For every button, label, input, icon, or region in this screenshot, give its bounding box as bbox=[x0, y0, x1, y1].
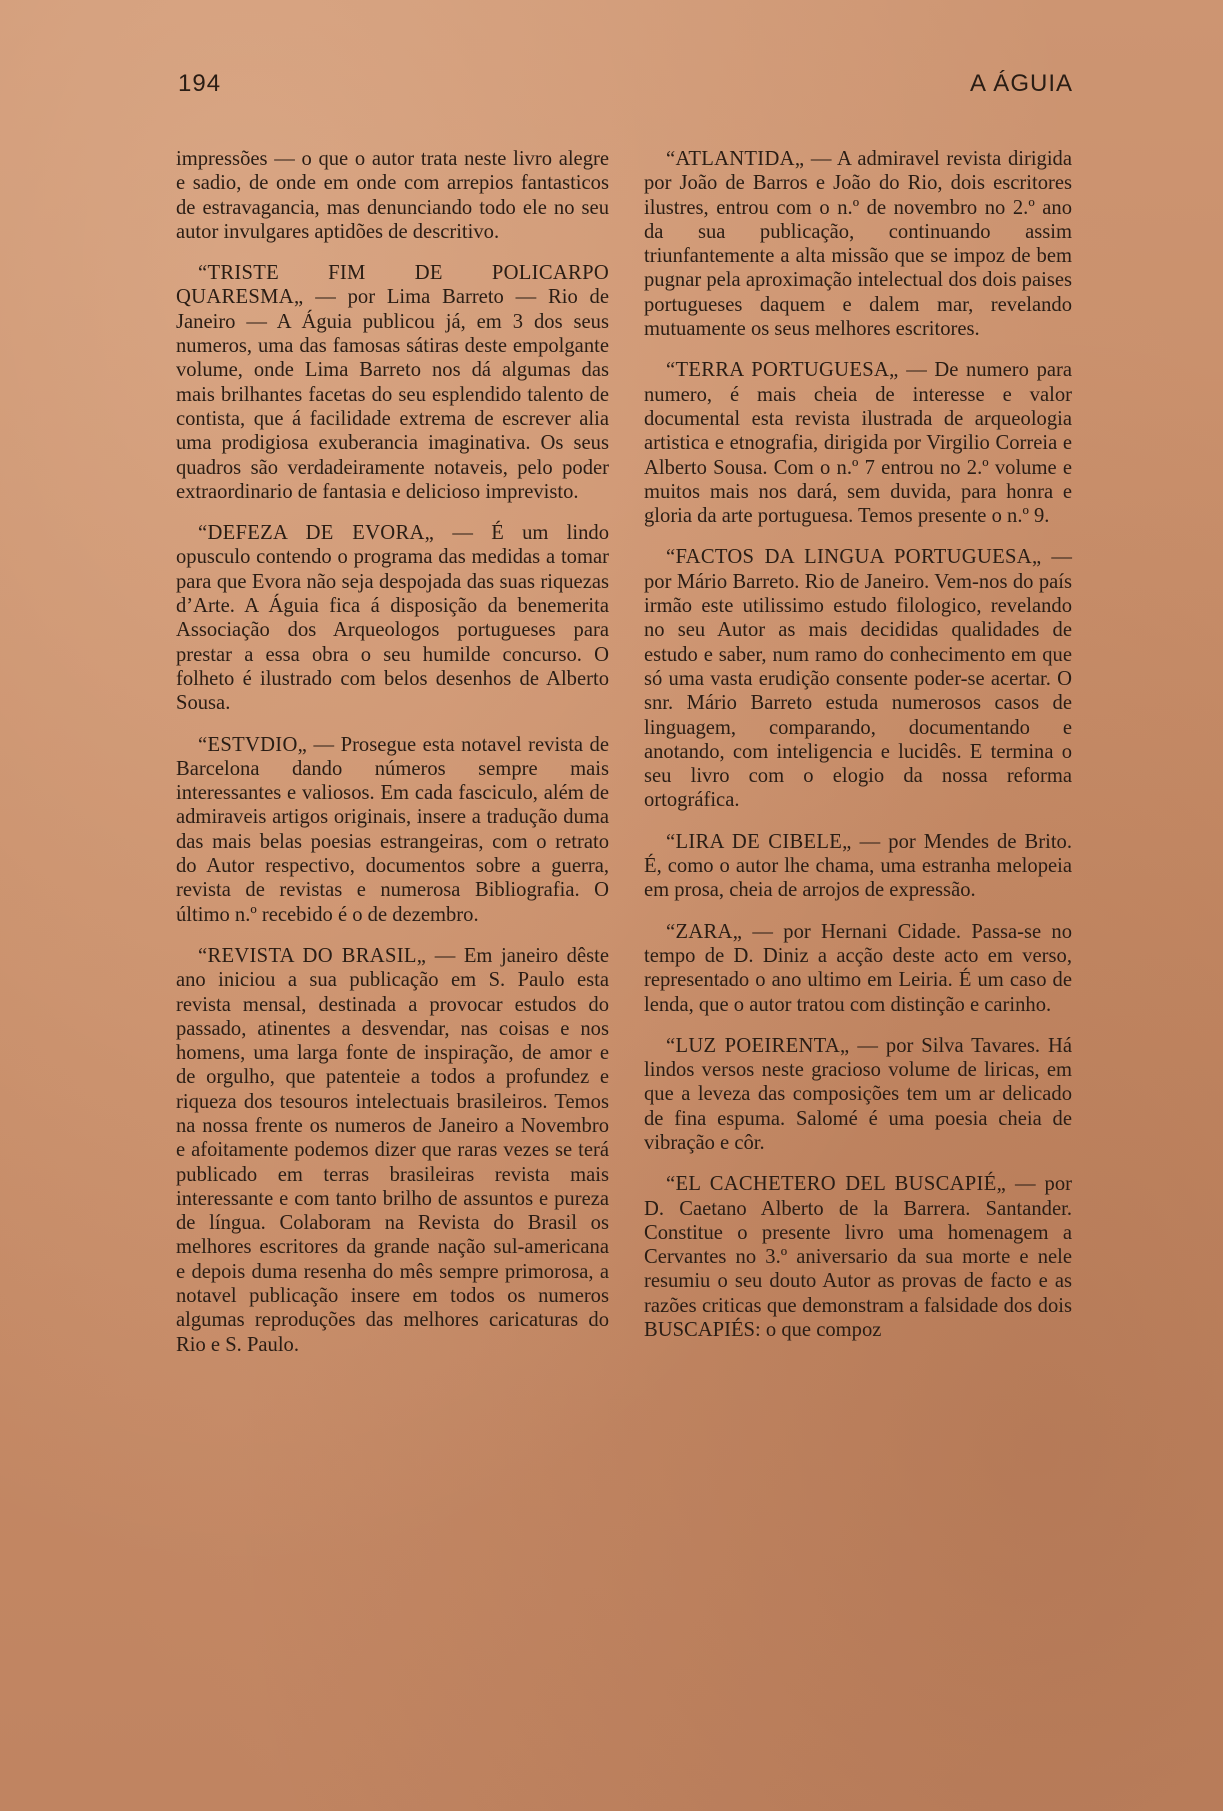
entry-text: — por D. Caetano Alberto de la Barrera. Santander. Constitue o presente livro uma homenagem a Cervantes no 3.º aniversario da sua morte e nele resumiu o seu douto Autor as provas de facto e as razões criticas que demonstram a falsidade dos dois BUSCAPIÉS: o que compoz bbox=[644, 1173, 1072, 1342]
entry-text: — por Lima Barreto — Rio de Janeiro — A Águia publicou já, em 3 dos seus numeros, uma das famosas sátiras deste empolgante volume, onde Lima Barreto nos dá algumas das mais brilhantes facetas do seu esplendido talento de contista, que á facilidade extrema de escrever alia uma prodigiosa exuberancia imaginativa. Os seus quadros são verdadeiramente notaveis, pelo poder extraordinario de fantasia e delicioso imprevisto. bbox=[176, 286, 609, 503]
entry-text: impressões — o que o autor trata neste livro alegre e sadio, de onde em onde com arrepios fantasticos de estravagancia, mas denunciando todo ele no seu autor invulgares aptidões de descritivo. bbox=[176, 148, 609, 243]
paragraph bbox=[176, 261, 609, 504]
paragraph bbox=[644, 1172, 1072, 1342]
entry-text: — De numero para numero, é mais cheia de interesse e valor documental esta revista ilustrada de arqueologia artistica e etnografia, dirigida por Virgilio Correia e Alberto Sousa. Com o n.º 7 entrou no 2.º volume e muitos mais nos dará, sem duvida, para honra e gloria da arte portuguesa. Temos presente o n.º 9. bbox=[644, 359, 1072, 528]
entry-title: “REVISTA DO BRASIL„ bbox=[198, 944, 427, 967]
entry-text: — por Silva Tavares. Há lindos versos neste gracioso volume de liricas, em que a leveza das composições tem um ar delicado de fina espuma. Salomé é uma poesia cheia de vibração e côr. bbox=[644, 1034, 1072, 1154]
entry-text: — Em janeiro dêste ano iniciou a sua publicação em S. Paulo esta revista mensal, destinada a provocar estudos do passado, atinentes a desvendar, nas coisas e nos homens, uma larga fonte de inspiração, de amor e de orgulho, que patenteie a todos a profundez e riqueza dos tesouros intelectuais brasileiros. Temos na nossa frente os numeros de Janeiro a Novembro e afoitamente podemos dizer que raras vezes se terá publicado em terras brasileiras revista mais interessante e com tanto brilho de assuntos e pureza de língua. Colaboram na Revista do Brasil os melhores escritores da grande nação sul-americana e depois duma resenha do mês sempre primorosa, a notavel publicação insere em todos os numeros algumas reproduções das melhores caricaturas do Rio e S. Paulo. bbox=[176, 944, 609, 1356]
page-header bbox=[178, 70, 1073, 102]
paragraph bbox=[644, 147, 1072, 341]
paragraph bbox=[176, 733, 609, 927]
entry-title: “DEFEZA DE EVORA„ bbox=[198, 522, 435, 545]
entry-title: “LUZ POEIRENTA„ bbox=[666, 1034, 850, 1057]
entry-title: “ATLANTIDA„ bbox=[666, 148, 805, 170]
paragraph bbox=[644, 545, 1072, 812]
paragraph bbox=[644, 830, 1072, 903]
page-number: 194 bbox=[178, 70, 222, 97]
entry-title: “EL CACHETERO DEL BUSCAPIÉ„ bbox=[666, 1173, 1007, 1196]
entry-title: “TERRA PORTUGUESA„ bbox=[666, 359, 899, 382]
paragraph bbox=[644, 358, 1072, 528]
journal-title: A ÁGUIA bbox=[969, 70, 1073, 97]
entry-text: — Prosegue esta notavel revista de Barcelona dando números sempre mais interessantes e valiosos. Em cada fasciculo, além de admiraveis artigos originais, insere a tradução duma das mais belas poesias estrangeiras, com o retrato do Autor respectivo, documentos sobre a guerra, revista de revistas e numerosa Bibliografia. O último n.º recebido é o de dezembro. bbox=[176, 733, 609, 926]
paragraph bbox=[644, 1034, 1072, 1155]
entry-text: — por Hernani Cidade. Passa-se no tempo de D. Diniz a acção deste acto em verso, representado o ano ultimo em Leiria. É um caso de lenda, que o autor tratou com distinção e carinho. bbox=[644, 920, 1072, 1016]
paragraph bbox=[644, 920, 1072, 1017]
entry-title: “FACTOS DA LINGUA PORTUGUESA„ bbox=[666, 546, 1042, 569]
right-column bbox=[644, 147, 1072, 1359]
paragraph bbox=[176, 147, 609, 244]
entry-title: “ESTVDIO„ bbox=[198, 733, 308, 756]
entry-text: — É um lindo opusculo contendo o programa das medidas a tomar para que Evora não seja despojada das suas riquezas d’Arte. A Águia fica á disposição da benemerita Associação dos Arqueologos portugueses para prestar a essa obra o seu humilde concurso. O folheto é ilustrado com belos desenhos de Alberto Sousa. bbox=[176, 522, 609, 715]
entry-text: — por Mário Barreto. Rio de Janeiro. Vem-nos do país irmão este utilissimo estudo filologico, revelando no seu Autor as mais decididas qualidades de estudo e saber, num ramo do conhecimento em que só uma vasta erudição consente poder-se acertar. O snr. Mário Barreto estuda numerosos casos de linguagem, comparando, documentando e anotando, com inteligencia e lucidês. E termina o seu livro com o elogio da nossa reforma ortográfica. bbox=[644, 546, 1072, 812]
left-column bbox=[176, 147, 609, 1374]
entry-title: “ZARA„ bbox=[666, 920, 743, 943]
paragraph bbox=[176, 521, 609, 715]
paragraph bbox=[176, 944, 609, 1357]
entry-text: — por Mendes de Brito. É, como o autor lhe chama, uma estranha melopeia em prosa, cheia de arrojos de expressão. bbox=[644, 830, 1072, 902]
entry-text: — A admiravel revista dirigida por João de Barros e João do Rio, dois escritores ilustres, entrou com o n.º de novembro no 2.º ano da sua publicação, continuando assim triunfantemente a alta missão que se impoz de bem pugnar pela aproximação intelectual dos dois paises portugueses daquem e dalem mar, revelando mutuamente os seus melhores escritores. bbox=[644, 148, 1072, 341]
entry-title: “LIRA DE CIBELE„ bbox=[666, 830, 852, 853]
entry-title: “TRISTE FIM DE POLICARPO QUARESMA„ bbox=[176, 262, 609, 309]
